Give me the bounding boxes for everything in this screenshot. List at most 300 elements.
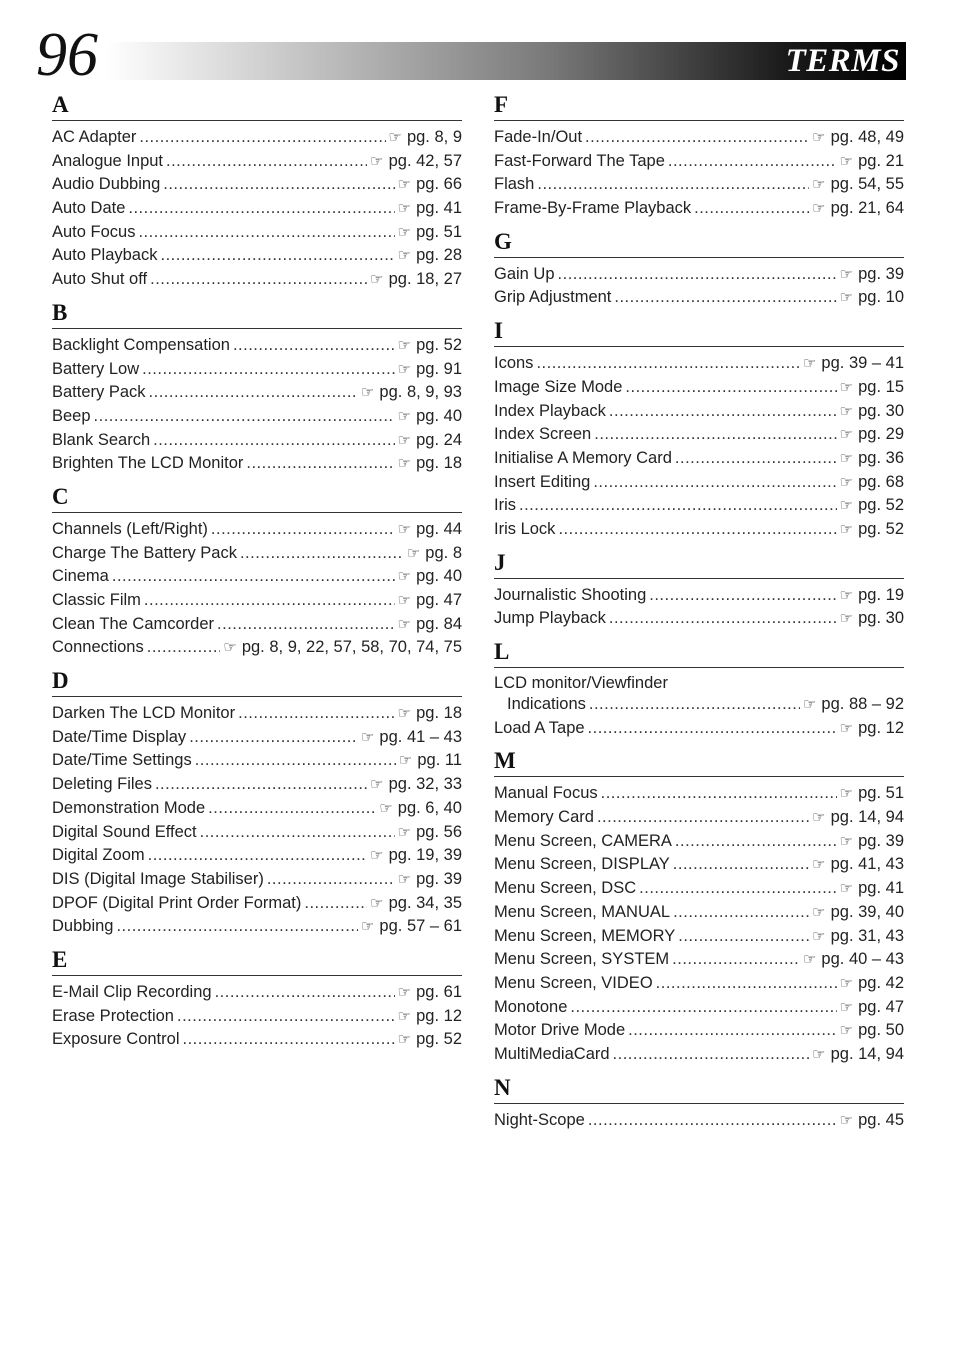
hand-pointer-icon: ☞: [839, 719, 854, 737]
index-entry-term: Menu Screen, SYSTEM: [494, 950, 670, 969]
hand-pointer-icon: ☞: [223, 639, 237, 657]
page-reference-text: pg. 51: [858, 784, 904, 803]
page-reference: [398, 1005, 462, 1029]
section-l: [494, 639, 904, 740]
page-reference: [379, 797, 462, 821]
dot-leader: [148, 844, 368, 868]
hand-pointer-icon: ☞: [812, 856, 826, 874]
index-entry-blank-search: [52, 429, 462, 453]
index-entry-night-scope: [494, 1109, 904, 1133]
dot-leader: [94, 405, 395, 429]
dot-leader: [246, 452, 394, 476]
page-reference: [812, 197, 904, 221]
index-entry-dpof-digital-print-order-format: [52, 892, 462, 916]
hand-pointer-icon: ☞: [397, 247, 412, 265]
hand-pointer-icon: ☞: [839, 586, 854, 604]
index-entry-term: Menu Screen, MEMORY: [494, 926, 676, 945]
hand-pointer-icon: ☞: [397, 200, 412, 218]
page-reference: [812, 853, 904, 877]
dot-leader: [138, 221, 394, 245]
index-entry-term: Motor Drive Mode: [494, 1021, 626, 1040]
index-entry-term: Fast-Forward The Tape: [494, 151, 665, 170]
page-reference: [370, 150, 462, 174]
index-entry-term: Fade-In/Out: [494, 128, 583, 146]
index-entry-battery-pack: [52, 381, 462, 405]
dot-leader: [613, 1043, 810, 1067]
dot-leader: [116, 915, 358, 939]
page-reference: [840, 972, 904, 996]
page-reference: [840, 877, 904, 901]
index-entry-term: Menu Screen, CAMERA: [494, 831, 672, 850]
index-entry-exposure-control: [52, 1028, 462, 1052]
page-reference: [812, 806, 904, 830]
dot-leader: [609, 400, 837, 424]
page-reference: [398, 518, 462, 542]
page-reference: [398, 405, 462, 429]
hand-pointer-icon: ☞: [397, 615, 412, 633]
dot-leader: [238, 702, 395, 726]
index-entry-jump-playback: [494, 607, 904, 631]
page-reference-text: pg. 12: [416, 1006, 462, 1025]
page-reference: [398, 244, 462, 268]
dot-leader: [163, 173, 394, 197]
hand-pointer-icon: ☞: [370, 894, 384, 912]
page-reference-text: pg. 42, 57: [388, 151, 462, 170]
page-reference-text: pg. 18: [416, 704, 462, 723]
index-entry-insert-editing: [494, 471, 904, 495]
dot-leader: [585, 126, 809, 150]
index-entry-term: Manual Focus: [494, 784, 598, 803]
page-reference-text: pg. 52: [416, 335, 462, 354]
page-reference: [361, 381, 462, 405]
dot-leader: [588, 1109, 837, 1133]
section-letter: J: [494, 550, 904, 579]
dot-leader: [639, 877, 837, 901]
page-reference-text: pg. 21, 64: [830, 199, 904, 218]
page-reference-text: pg. 61: [416, 982, 462, 1001]
dot-leader: [128, 197, 394, 221]
hand-pointer-icon: ☞: [398, 752, 413, 770]
index-entry-channels-left-right: [52, 518, 462, 542]
page-reference: [399, 749, 462, 773]
hand-pointer-icon: ☞: [397, 360, 412, 378]
page-reference: [398, 821, 462, 845]
page-reference-text: pg. 54, 55: [830, 175, 904, 194]
dot-leader: [597, 806, 809, 830]
section-letter: I: [494, 318, 904, 347]
page-reference: [398, 334, 462, 358]
dot-leader: [519, 494, 837, 518]
hand-pointer-icon: ☞: [839, 426, 854, 444]
index-entry-term: Auto Playback: [52, 246, 158, 265]
page-reference-text: pg. 21: [858, 151, 904, 170]
index-entry-term: Backlight Compensation: [52, 335, 230, 354]
page-reference: [840, 376, 904, 400]
page-reference-text: pg. 56: [416, 822, 462, 841]
index-entry-term: Cinema: [52, 567, 109, 586]
page-reference: [361, 726, 462, 750]
hand-pointer-icon: ☞: [839, 265, 854, 283]
hand-pointer-icon: ☞: [839, 610, 854, 628]
index-entry-term: Exposure Control: [52, 1030, 180, 1049]
index-entry-manual-focus: [494, 782, 904, 806]
hand-pointer-icon: ☞: [388, 129, 402, 146]
page-reference: [840, 286, 904, 310]
index-entry-demonstration-mode: [52, 797, 462, 821]
hand-pointer-icon: ☞: [839, 289, 854, 307]
section-letter: F: [494, 92, 904, 121]
index-entry-term: Auto Date: [52, 199, 126, 218]
index-entry-battery-low: [52, 358, 462, 382]
hand-pointer-icon: ☞: [839, 473, 854, 491]
dot-leader: [189, 726, 358, 750]
page-reference-text: pg. 32, 33: [388, 775, 462, 794]
index-entry-term: Dubbing: [52, 917, 114, 936]
dot-leader: [625, 376, 836, 400]
page-reference: [407, 542, 462, 566]
page-reference: [840, 518, 904, 542]
page-reference-text: pg. 31, 43: [830, 926, 904, 945]
page-reference: [398, 197, 462, 221]
dot-leader: [200, 821, 395, 845]
dot-leader: [675, 830, 837, 854]
page-reference-text: pg. 19, 39: [388, 846, 462, 865]
index-entry-memory-card: [494, 806, 904, 830]
page-reference: [840, 1109, 904, 1133]
page-reference: [840, 996, 904, 1020]
section-e: [52, 947, 462, 1052]
page-reference: [840, 717, 904, 741]
page-reference: [398, 868, 462, 892]
index-entry-cinema: [52, 565, 462, 589]
page-reference: [840, 1019, 904, 1043]
section-letter: C: [52, 484, 462, 513]
hand-pointer-icon: ☞: [397, 407, 412, 425]
hand-pointer-icon: ☞: [397, 592, 412, 609]
page-reference-text: pg. 15: [858, 377, 904, 396]
page-reference-text: pg. 47: [858, 997, 904, 1016]
hand-pointer-icon: ☞: [397, 1007, 412, 1025]
index-column-right: [494, 92, 904, 1132]
index-entry-term: Night-Scope: [494, 1110, 585, 1129]
page-reference-text: pg. 39 – 41: [821, 354, 904, 373]
hand-pointer-icon: ☞: [839, 497, 854, 515]
index-entry-term: Image Size Mode: [494, 377, 623, 396]
hand-pointer-icon: ☞: [360, 384, 375, 402]
index-entry-term: Frame-By-Frame Playback: [494, 199, 692, 218]
index-entry-darken-the-lcd-monitor: [52, 702, 462, 726]
page-reference: [840, 471, 904, 495]
hand-pointer-icon: ☞: [839, 449, 854, 467]
page-reference-text: pg. 84: [416, 614, 462, 633]
dot-leader: [149, 381, 358, 405]
index-entry-gain-up: [494, 263, 904, 287]
page-reference: [398, 565, 462, 589]
page-reference-text: pg. 41: [416, 199, 462, 218]
index-entry-term: Audio Dubbing: [52, 175, 161, 194]
index-entry-icons: [494, 352, 904, 376]
page-reference: [398, 1028, 462, 1052]
hand-pointer-icon: ☞: [812, 200, 826, 218]
index-entry-term: Erase Protection: [52, 1006, 174, 1025]
dot-leader: [166, 150, 367, 174]
page-reference-text: pg. 52: [416, 1030, 462, 1049]
hand-pointer-icon: ☞: [802, 355, 817, 373]
index-entry-iris-lock: [494, 518, 904, 542]
page-reference-text: pg. 24: [416, 430, 462, 449]
index-entry-term: Grip Adjustment: [494, 288, 612, 307]
page-reference-text: pg. 41: [858, 879, 904, 898]
page-reference: [398, 702, 462, 726]
index-entry-term: Memory Card: [494, 808, 594, 827]
hand-pointer-icon: ☞: [379, 799, 393, 817]
page-reference-text: pg. 47: [416, 591, 462, 609]
page-reference: [361, 915, 462, 939]
section-g: [494, 229, 904, 310]
index-entry-term: Analogue Input: [52, 151, 164, 170]
section-a: [52, 92, 462, 292]
index-entry-fast-forward-the-tape: [494, 150, 904, 174]
index-entry-term: DPOF (Digital Print Order Format): [52, 893, 302, 912]
hand-pointer-icon: ☞: [812, 903, 826, 921]
hand-pointer-icon: ☞: [397, 223, 412, 241]
page-reference-text: pg. 66: [416, 175, 462, 194]
page-reference: [398, 221, 462, 245]
index-entry-grip-adjustment: [494, 286, 904, 310]
page-reference: [840, 263, 904, 287]
page-reference: [803, 352, 904, 376]
page-reference: [812, 901, 904, 925]
index-entry-brighten-the-lcd-monitor: [52, 452, 462, 476]
dot-leader: [694, 197, 809, 221]
page-reference: [840, 782, 904, 806]
page-reference: [840, 150, 904, 174]
index-entry-digital-sound-effect: [52, 821, 462, 845]
hand-pointer-icon: ☞: [397, 336, 412, 354]
index-entry-term: Charge The Battery Pack: [52, 543, 237, 562]
index-entry-term: Monotone: [494, 997, 568, 1016]
page-reference: [398, 429, 462, 453]
index-entry-term: Insert Editing: [494, 472, 591, 491]
hand-pointer-icon: ☞: [839, 1022, 854, 1040]
hand-pointer-icon: ☞: [802, 951, 817, 969]
page-reference-text: pg. 18: [416, 454, 462, 473]
section-j: [494, 550, 904, 631]
index-entry-term: Initialise A Memory Card: [494, 448, 672, 467]
page-reference: [840, 584, 904, 608]
index-entry-menu-screen-video: [494, 972, 904, 996]
index-entry-term: Brighten The LCD Monitor: [52, 454, 244, 473]
page-reference-text: pg. 45: [858, 1110, 904, 1129]
hand-pointer-icon: ☞: [406, 544, 421, 562]
dot-leader: [673, 901, 809, 925]
hand-pointer-icon: ☞: [397, 870, 412, 888]
index-entry-auto-playback: [52, 244, 462, 268]
page-reference-text: pg. 28: [416, 246, 462, 265]
index-entry-digital-zoom: [52, 844, 462, 868]
page-reference: [370, 773, 462, 797]
index-entry-term: Index Screen: [494, 425, 592, 444]
hand-pointer-icon: ☞: [397, 1031, 412, 1049]
section-letter: B: [52, 300, 462, 329]
page-reference: [840, 447, 904, 471]
dot-leader: [668, 150, 837, 174]
dot-leader: [589, 693, 800, 717]
dot-leader: [656, 972, 837, 996]
index-entry-term: Digital Zoom: [52, 846, 145, 865]
page-reference: [223, 636, 462, 660]
index-entry-term: Battery Pack: [52, 383, 146, 402]
page-reference: [370, 268, 462, 292]
index-entry-menu-screen-memory: [494, 925, 904, 949]
index-entry-charge-the-battery-pack: [52, 542, 462, 566]
dot-leader: [536, 352, 800, 376]
page-reference: [812, 126, 904, 150]
hand-pointer-icon: ☞: [802, 696, 817, 713]
index-entry-flash: [494, 173, 904, 197]
index-entry-term: Jump Playback: [494, 609, 606, 628]
page-reference-text: pg. 44: [416, 519, 462, 538]
index-entry-frame-by-frame-playback: [494, 197, 904, 221]
dot-leader: [208, 797, 376, 821]
hand-pointer-icon: ☞: [397, 705, 412, 723]
index-entry-monotone: [494, 996, 904, 1020]
page-reference: [389, 126, 463, 150]
page-reference: [398, 613, 462, 637]
section-letter: A: [52, 92, 462, 121]
index-entry-term: Darken The LCD Monitor: [52, 704, 236, 723]
hand-pointer-icon: ☞: [839, 378, 854, 396]
page-reference-text: pg. 41 – 43: [379, 727, 462, 746]
dot-leader: [217, 613, 395, 637]
dot-leader: [678, 925, 809, 949]
hand-pointer-icon: ☞: [812, 927, 826, 945]
page-reference-text: pg. 39: [858, 831, 904, 850]
dot-leader: [673, 853, 809, 877]
page-reference-text: pg. 18, 27: [388, 270, 462, 289]
index-entry-menu-screen-dsc: [494, 877, 904, 901]
page-reference-text: pg. 14, 94: [830, 808, 904, 827]
page-reference-text: pg. 40: [416, 406, 462, 425]
page-reference-text: pg. 41, 43: [830, 855, 904, 874]
hand-pointer-icon: ☞: [397, 568, 412, 586]
index-entry-term: Beep: [52, 406, 91, 425]
dot-leader: [672, 948, 800, 972]
index-entry-term: Journalistic Shooting: [494, 585, 647, 604]
hand-pointer-icon: ☞: [839, 880, 854, 898]
page-reference-text: pg. 11: [417, 751, 462, 770]
page-reference-text: pg. 39, 40: [830, 902, 904, 921]
hand-pointer-icon: ☞: [839, 832, 854, 850]
index-entry-beep: [52, 405, 462, 429]
index-entry-index-screen: [494, 423, 904, 447]
index-entry-image-size-mode: [494, 376, 904, 400]
index-column-left: [52, 92, 462, 1052]
dot-leader: [601, 782, 837, 806]
index-entry-e-mail-clip-recording: [52, 981, 462, 1005]
page-reference: [803, 948, 904, 972]
dot-leader: [675, 447, 837, 471]
index-entry-audio-dubbing: [52, 173, 462, 197]
index-entry-date-time-display: [52, 726, 462, 750]
page-number: 96: [36, 21, 98, 89]
hand-pointer-icon: ☞: [370, 271, 384, 289]
page-reference-text: pg. 8, 9, 22, 57, 58, 70, 74, 75: [241, 638, 462, 657]
section-m: [494, 748, 904, 1066]
page-reference-text: pg. 8, 9: [406, 128, 462, 146]
index-entry-term: Iris Lock: [494, 519, 556, 538]
section-letter: D: [52, 668, 462, 697]
index-entry-menu-screen-camera: [494, 830, 904, 854]
dot-leader: [233, 334, 395, 358]
page-reference: [840, 607, 904, 631]
section-d: [52, 668, 462, 939]
page-reference: [840, 830, 904, 854]
index-entry-term: Date/Time Settings: [52, 751, 192, 770]
index-entry-index-playback: [494, 400, 904, 424]
dot-leader: [594, 423, 836, 447]
dot-leader: [537, 173, 809, 197]
index-entry-menu-screen-manual: [494, 901, 904, 925]
dot-leader: [558, 518, 836, 542]
section-n: [494, 1075, 904, 1133]
page-reference-text: pg. 6, 40: [397, 798, 462, 817]
index-entry-term: Gain Up: [494, 264, 555, 283]
page-reference: [370, 844, 462, 868]
section-letter: E: [52, 947, 462, 976]
dot-leader: [211, 518, 395, 542]
index-entry-date-time-settings: [52, 749, 462, 773]
dot-leader: [215, 981, 395, 1005]
page-reference-text: pg. 50: [858, 1021, 904, 1040]
index-entry-ac-adapter: [52, 126, 462, 150]
index-entry-term: Load A Tape: [494, 718, 585, 737]
page-reference-text: pg. 68: [858, 472, 904, 491]
page-reference-text: pg. 12: [858, 718, 904, 737]
index-entry-menu-screen-display: [494, 853, 904, 877]
hand-pointer-icon: ☞: [397, 176, 412, 194]
index-entry-term: MultiMediaCard: [494, 1044, 610, 1063]
dot-leader: [240, 542, 404, 566]
page-reference-text: pg. 19: [858, 585, 904, 604]
page-reference: [803, 693, 904, 717]
index-entry-term: Digital Sound Effect: [52, 822, 197, 841]
index-entry-dis-digital-image-stabiliser: [52, 868, 462, 892]
index-entry-term: Channels (Left/Right): [52, 519, 208, 538]
index-entry-erase-protection: [52, 1005, 462, 1029]
hand-pointer-icon: ☞: [839, 785, 854, 803]
page-reference-text: pg. 57 – 61: [379, 917, 462, 936]
dot-leader: [570, 996, 836, 1020]
page-reference-text: pg. 52: [858, 519, 904, 538]
page-reference: [812, 925, 904, 949]
section-b: [52, 300, 462, 476]
index-entry-term: Demonstration Mode: [52, 798, 206, 817]
dot-leader: [628, 1019, 837, 1043]
index-entry-term: Index Playback: [494, 401, 606, 420]
hand-pointer-icon: ☞: [839, 152, 854, 170]
hand-pointer-icon: ☞: [839, 1111, 854, 1129]
page-reference-text: pg. 10: [858, 288, 904, 307]
dot-leader: [182, 1028, 394, 1052]
page-reference: [840, 423, 904, 447]
dot-leader: [150, 268, 367, 292]
hand-pointer-icon: ☞: [812, 1045, 826, 1063]
index-entry-term: Classic Film: [52, 591, 141, 609]
index-entry-dubbing: [52, 915, 462, 939]
index-entry-term: Menu Screen, DSC: [494, 879, 637, 898]
page-title: TERMS: [785, 43, 900, 79]
